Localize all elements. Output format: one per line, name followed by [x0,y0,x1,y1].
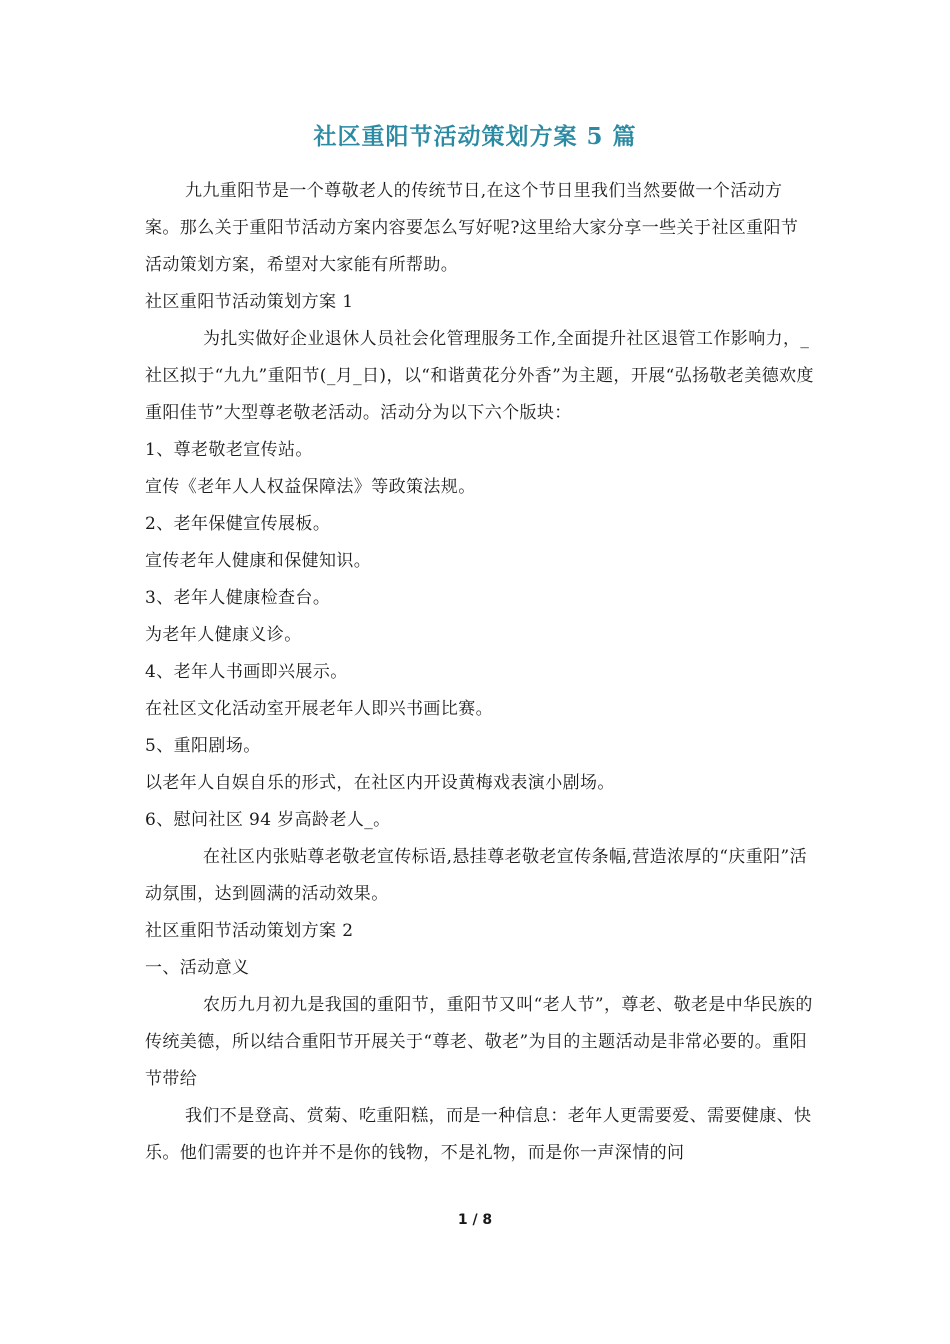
paragraph: 在社区文化活动室开展老年人即兴书画比赛。 [145,699,493,719]
paragraph: 6、慰问社区 94 岁高龄老人_。 [145,810,391,830]
paragraph: 3、老年人健康检查台。 [145,588,331,608]
paragraph: 2、老年保健宣传展板。 [145,514,331,534]
paragraph: 社区重阳节活动策划方案 2 [145,921,354,941]
paragraph: 农历九月初九是我国的重阳节，重阳节又叫“老人节”，尊老、敬老是中华民族的传统美德，所以结合重阳节开展关于“尊老、敬老”为目的主题活动是非常必要的。重阳节带给 [145,995,813,1089]
paragraph: 社区重阳节活动策划方案 1 [145,292,354,312]
paragraph: 以老年人自娱自乐的形式，在社区内开设黄梅戏表演小剧场。 [145,773,615,793]
page-number: 1 / 8 [457,1212,493,1228]
paragraph: 5、重阳剧场。 [145,736,261,756]
document-body [145,173,815,1172]
paragraph: 九九重阳节是一个尊敬老人的传统节日,在这个节日里我们当然要做一个活动方案。那么关于重阳节活动方案内容要怎么写好呢?这里给大家分享一些关于社区重阳节活动策划方案，希望对大家能有所帮助。 [145,181,799,275]
paragraph: 宣传《老年人人权益保障法》等政策法规。 [145,477,476,497]
paragraph: 我们不是登高、赏菊、吃重阳糕，而是一种信息：老年人更需要爱、需要健康、快乐。他们需要的也许并不是你的钱物，不是礼物，而是你一声深情的问 [145,1106,812,1163]
paragraph: 1、尊老敬老宣传站。 [145,440,313,460]
paragraph: 宣传老年人健康和保健知识。 [145,551,372,571]
paragraph: 4、老年人书画即兴展示。 [145,662,348,682]
paragraph: 为扎实做好企业退休人员社会化管理服务工作,全面提升社区退管工作影响力，_社区拟于“九九”重阳节(_月_日)，以“和谐黄花分外香”为主题，开展“弘扬敬老美德欢度重阳佳节”大型尊老敬老活动。活动分为以下六个版块： [145,329,814,423]
paragraph: 为老年人健康义诊。 [145,625,302,645]
document-title: 社区重阳节活动策划方案 5 篇 [313,123,637,150]
paragraph: 在社区内张贴尊老敬老宣传标语,悬挂尊老敬老宣传条幅,营造浓厚的“庆重阳”活动氛围，达到圆满的活动效果。 [145,847,807,904]
paragraph: 一、活动意义 [145,958,250,978]
